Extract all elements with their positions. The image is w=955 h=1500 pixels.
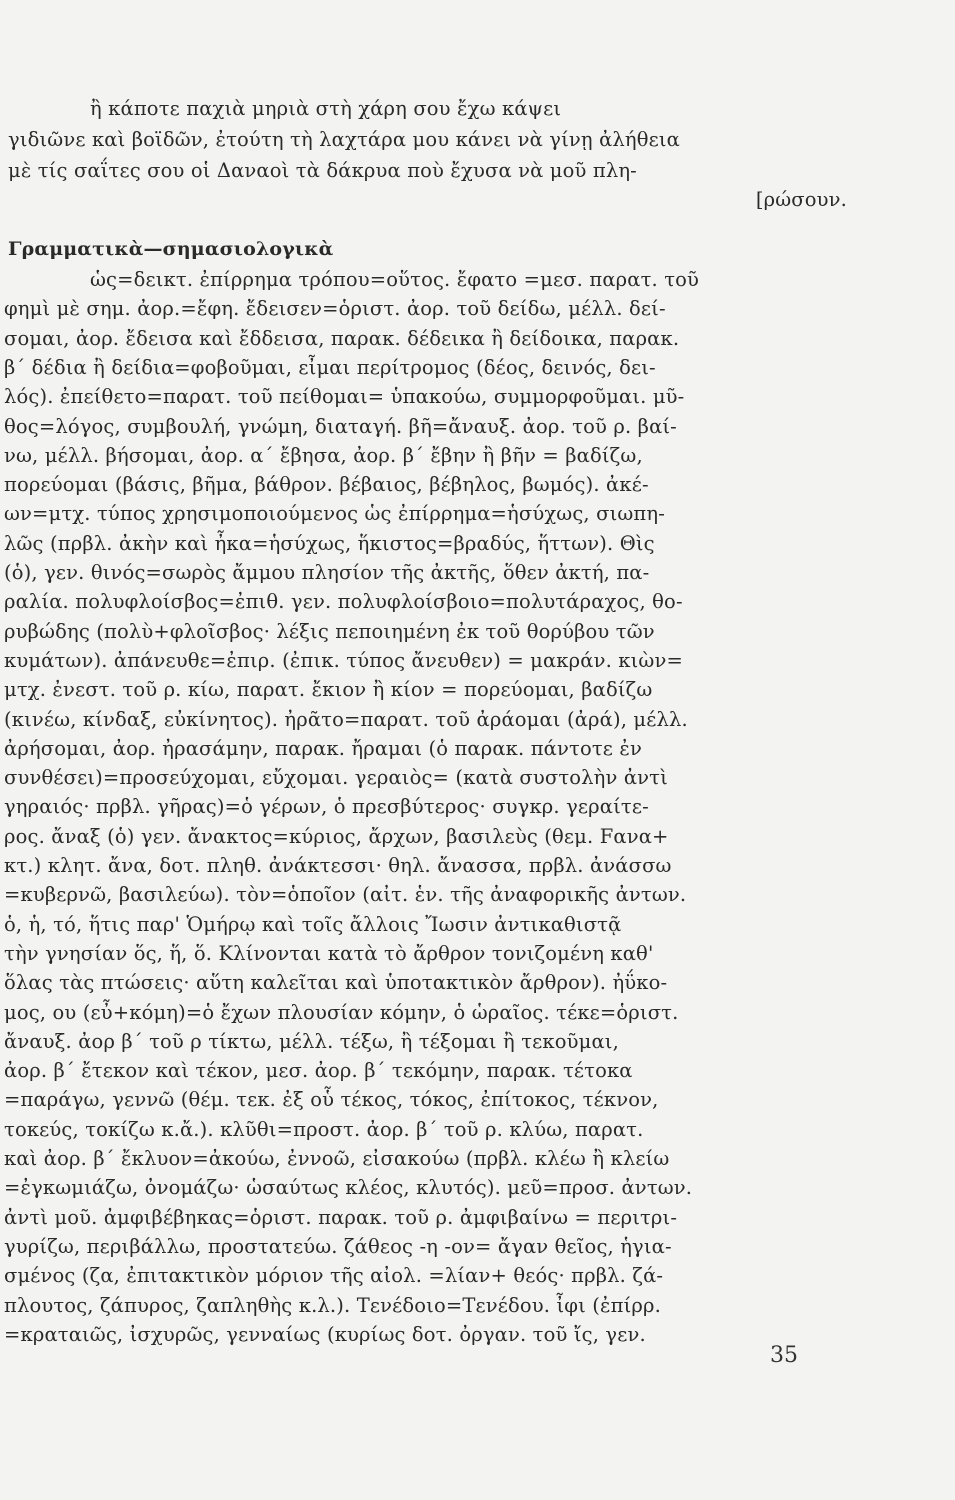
text-line: λῶς (πρβλ. ἀκὴν καὶ ἦκα=ἡσύχως, ἥκιστος=βραδύς, ἥττων). Θὶς	[4, 531, 655, 555]
text-line: θος=λόγος, συμβουλή, γνώμη, διαταγή. βῆ=ἄναυξ. ἀορ. τοῦ ρ. βαί-	[4, 414, 677, 438]
text-line: σομαι, ἀορ. ἔδεισα καὶ ἔδδεισα, παρακ. δέδεικα ἢ δείδοικα, παρακ.	[4, 326, 680, 350]
text-line: τοκεύς, τοκίζω κ.ἄ.). κλῦθι=προστ. ἀορ. β΄ τοῦ ρ. κλύω, παρατ.	[4, 1117, 644, 1141]
text-line: λός). ἐπείθετο=παρατ. τοῦ πείθομαι= ὑπακούω, συμμορφοῦμαι. μῦ-	[4, 385, 685, 409]
text-line: =κυβερνῶ, βασιλεύω). τὸν=ὁποῖον (αἰτ. ἑν. τῆς ἀναφορικῆς ἀντων.	[4, 883, 687, 907]
text-line: φημὶ μὲ σημ. ἀορ.=ἔφη. ἔδεισεν=ὁριστ. ἀορ. τοῦ δείδω, μέλλ. δεί-	[4, 297, 666, 321]
text-line: γηραιός· πρβλ. γῆρας)=ὁ γέρων, ὁ πρεσβύτερος· συγκρ. γεραίτε-	[4, 795, 649, 819]
text-line: ἀντὶ μοῦ. ἀμφιβέβηκας=ὁριστ. παρακ. τοῦ ρ. ἀμφιβαίνω = περιτρι-	[4, 1205, 678, 1229]
text-line: συνθέσει)=προσεύχομαι, εὔχομαι. γεραιὸς= (κατὰ συστολὴν ἀντὶ	[4, 766, 668, 790]
text-line: (κινέω, κίνδαξ, εὐκίνητος). ἠρᾶτο=παρατ. τοῦ ἀράομαι (ἀρά), μέλλ.	[4, 707, 688, 731]
text-line: ρυβώδης (πολὺ+φλοῖσβος· λέξις πεποιημένη ἐκ τοῦ θορύβου τῶν	[4, 619, 655, 643]
text-line: μτχ. ἐνεστ. τοῦ ρ. κίω, παρατ. ἔκιον ἢ κίον = πορεύομαι, βαδίζω	[4, 678, 653, 702]
text-line: ὡς=δεικτ. ἐπίρρημα τρόπου=οὕτος. ἔφατο =μεσ. παρατ. τοῦ	[90, 268, 700, 291]
text-line: β΄ δέδια ἢ δείδια=φοβοῦμαι, εἶμαι περίτρομος (δέος, δεινός, δει-	[4, 355, 656, 379]
page-number: 35	[770, 1343, 798, 1368]
text-line: ἄναυξ. ἀορ β΄ τοῦ ρ τίκτω, μέλλ. τέξω, ἢ τέξομαι ἢ τεκοῦμαι,	[4, 1029, 619, 1053]
text-line: =κραταιῶς, ἰσχυρῶς, γενναίως (κυρίως δοτ. ὀργαν. τοῦ ἴς, γεν.	[4, 1322, 646, 1346]
text-line: =παράγω, γεννῶ (θέμ. τεκ. ἐξ οὗ τέκος, τόκος, ἐπίτοκος, τέκνον,	[4, 1088, 659, 1112]
text-line: καὶ ἀορ. β΄ ἔκλυον=ἀκούω, ἐννοῶ, εἰσακούω (πρβλ. κλέω ἢ κλείω	[4, 1147, 670, 1170]
text-line: ἀορ. β΄ ἔτεκον καὶ τέκον, μεσ. ἀορ. β΄ τεκόμην, παρακ. τέτοκα	[4, 1059, 633, 1083]
poem-line: [ρώσουν.	[755, 188, 847, 211]
text-line: κτ.) κλητ. ἄνα, δοτ. πληθ. ἀνάκτεσσι· θηλ. ἄνασσα, πρβλ. ἀνάσσω	[4, 854, 672, 877]
text-line: (ὁ), γεν. θινός=σωρὸς ἄμμου πλησίον τῆς ἀκτῆς, ὅθεν ἀκτή, πα-	[4, 561, 650, 584]
text-line: ὁ, ἡ, τό, ἥτις παρ' Ὁμήρῳ καὶ τοῖς ἄλλοις Ἴωσιν ἀντικαθιστᾷ	[4, 912, 622, 936]
poem-line: μὲ τίς σαΐτες σου οἱ Δαναοὶ τὰ δάκρυα ποὺ ἔχυσα νὰ μοῦ πλη-	[8, 159, 637, 182]
text-line: σμένος (ζα, ἐπιτακτικὸν μόριον τῆς αἰολ. =λίαν+ θεός· πρβλ. ζά-	[4, 1264, 664, 1288]
text-line: ων=μτχ. τύπος χρησιμοποιούμενος ὡς ἐπίρρημα=ἡσύχως, σιωπη-	[4, 502, 665, 526]
text-line: τὴν γνησίαν ὅς, ἥ, ὅ. Κλίνονται κατὰ τὸ ἄρθρον τονιζομένη καθ'	[4, 941, 654, 965]
text-line: ὅλας τὰς πτώσεις· αὕτη καλεῖται καὶ ὑποτακτικὸν ἄρθρον). ἠΰκο-	[4, 971, 668, 995]
text-line: =ἐγκωμιάζω, ὀνομάζω· ὡσαύτως κλέος, κλυτός). μεῦ=προσ. ἀντων.	[4, 1176, 693, 1200]
poem-line: γιδιῶνε καὶ βοϊδῶν, ἐτούτη τὴ λαχτάρα μου κάνει νὰ γίνῃ ἀλήθεια	[8, 128, 681, 151]
text-line: ἀρήσομαι, ἀορ. ἠρασάμην, παρακ. ἤραμαι (ὁ παρακ. πάντοτε ἐν	[4, 736, 642, 760]
text-line: μος, ου (εὖ+κόμη)=ὁ ἔχων πλουσίαν κόμην, ὁ ὡραῖος. τέκε=ὁριστ.	[4, 1000, 679, 1024]
text-line: πορεύομαι (βάσις, βῆμα, βάθρον. βέβαιος, βέβηλος, βωμός). ἀκέ-	[4, 473, 649, 497]
poem-line: ἢ κάποτε παχιὰ μηριὰ στὴ χάρη σου ἔχω κάψει	[90, 97, 562, 120]
text-line: πλουτος, ζάπυρος, ζαπληθὴς κ.λ.). Τενέδοιο=Τενέδου. ἶφι (ἐπίρρ.	[4, 1293, 661, 1317]
text-line: νω, μέλλ. βήσομαι, ἀορ. α΄ ἔβησα, ἀορ. β΄ ἔβην ἢ βῆν = βαδίζω,	[4, 443, 643, 467]
text-line: γυρίζω, περιβάλλω, προστατεύω. ζάθεος -η -ον= ἄγαν θεῖος, ἡγια-	[4, 1234, 672, 1258]
text-line: κυμάτων). ἀπάνευθε=ἐπιρ. (ἐπικ. τύπος ἄνευθεν) = μακράν. κιὼν=	[4, 648, 683, 672]
text-line: ρος. ἄναξ (ὁ) γεν. ἄνακτος=κύριος, ἄρχων, βασιλεὺς (θεμ. Fανα+	[4, 824, 669, 848]
text-line: ραλία. πολυφλοίσβος=ἐπιθ. γεν. πολυφλοίσβοιο=πολυτάραχος, θο-	[4, 590, 683, 614]
section-heading: Γραμματικὰ—σημασιολογικὰ	[8, 238, 334, 260]
